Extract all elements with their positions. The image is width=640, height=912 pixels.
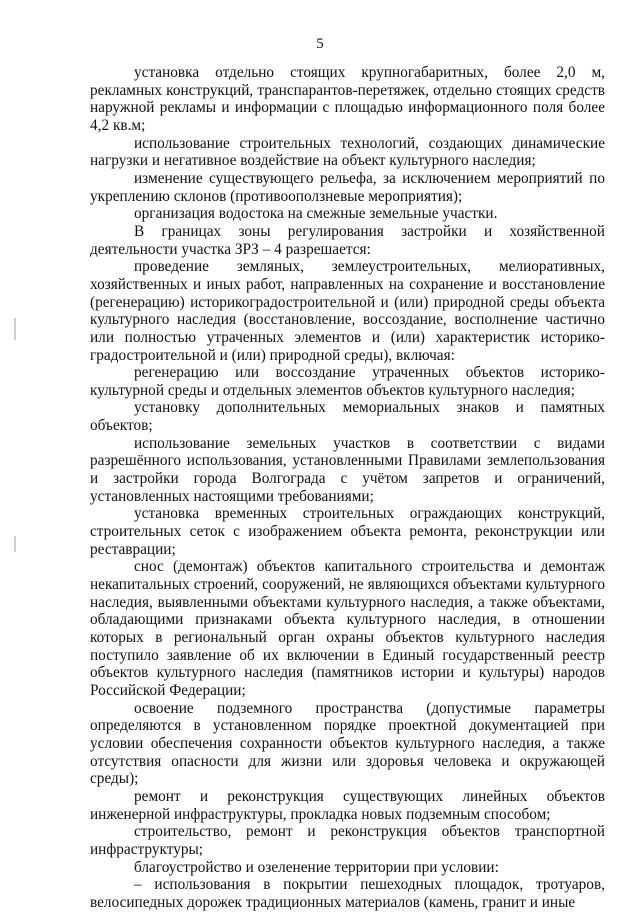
paragraph: изменение существующего рельефа, за исключением мероприятий по укреплению склонов (противооползневые мероприятия); [90, 169, 605, 205]
page-number: 5 [316, 36, 324, 52]
paragraph: снос (демонтаж) объектов капитального строительства и демонтаж некапитальных строений, сооружений, не являющихся объектами культурного наследия, выявленными объектами культурного наследия, а также объектами, обладающими признаками объекта культурного наследия, в отношении которых в региональный орган охраны объектов культурного наследия поступило заявление об их включении в Единый государственный реестр объектов культурного наследия (памятников истории и культуры) народов Российской Федерации; [90, 558, 605, 699]
paragraph: регенерацию или воссоздание утраченных объектов историко-культурной среды и отдельных элементов объектов культурного наследия; [90, 364, 605, 399]
paragraph: установка отдельно стоящих крупногабаритных, более 2,0 м, рекламных конструкций, транспарантов-перетяжек, отдельно стоящих средств наружной рекламы и информации с площадью информационного поля более 4,2 кв.м; [90, 64, 605, 134]
paragraph: – использования в покрытии пешеходных площадок, тротуаров, велосипедных дорожек традиционных материалов (камень, гранит и иные [90, 876, 605, 911]
scan-edge-mark [14, 318, 16, 340]
paragraph: благоустройство и озеленение территории при условии: [134, 858, 499, 876]
paragraph: использование строительных технологий, создающих динамические нагрузки и негативное воздействие на объект культурного наследия; [90, 134, 605, 170]
paragraph: установку дополнительных мемориальных знаков и памятных объектов; [90, 399, 605, 435]
paragraph: использование земельных участков в соответствии с видами разрешённого использования, установленными Правилами землепользования и застройки города Волгограда с учётом запретов и ограничений, установленных настоящими требованиями; [90, 434, 605, 505]
paragraph: В границах зоны регулирования застройки и хозяйственной деятельности участка ЗРЗ – 4 разрешается: [90, 222, 605, 258]
paragraph: ремонт и реконструкция существующих линейных объектов инженерной инфраструктуры, прокладка новых подземным способом; [90, 787, 605, 823]
scan-edge-mark [14, 536, 16, 552]
document-body [90, 64, 605, 912]
paragraph: освоение подземного пространства (допустимые параметры определяются в установленном порядке проектной документацией при условии обеспечения сохранности объектов культурного наследия, а также отсутствия опасности для жизни или здоровья человека и окружающей среды); [90, 699, 605, 788]
paragraph: организация водостока на смежные земельные участки. [134, 205, 498, 223]
paragraph: установка временных строительных ограждающих конструкций, строительных сеток с изображением объекта ремонта, реконструкции или реставрации; [90, 505, 605, 558]
paragraph: проведение земляных, землеустроительных, мелиоративных, хозяйственных и иных работ, направленных на сохранение и восстановление (регенерацию) историкоградостроительной и (или) природной среды объекта культурного наследия (восстановление, воссоздание, восполнение частично или полностью утраченных элементов и (или) характеристик историко-градостроительной и (или) природной среды), включая: [90, 258, 605, 364]
paragraph: строительство, ремонт и реконструкция объектов транспортной инфраструктуры; [90, 823, 605, 858]
